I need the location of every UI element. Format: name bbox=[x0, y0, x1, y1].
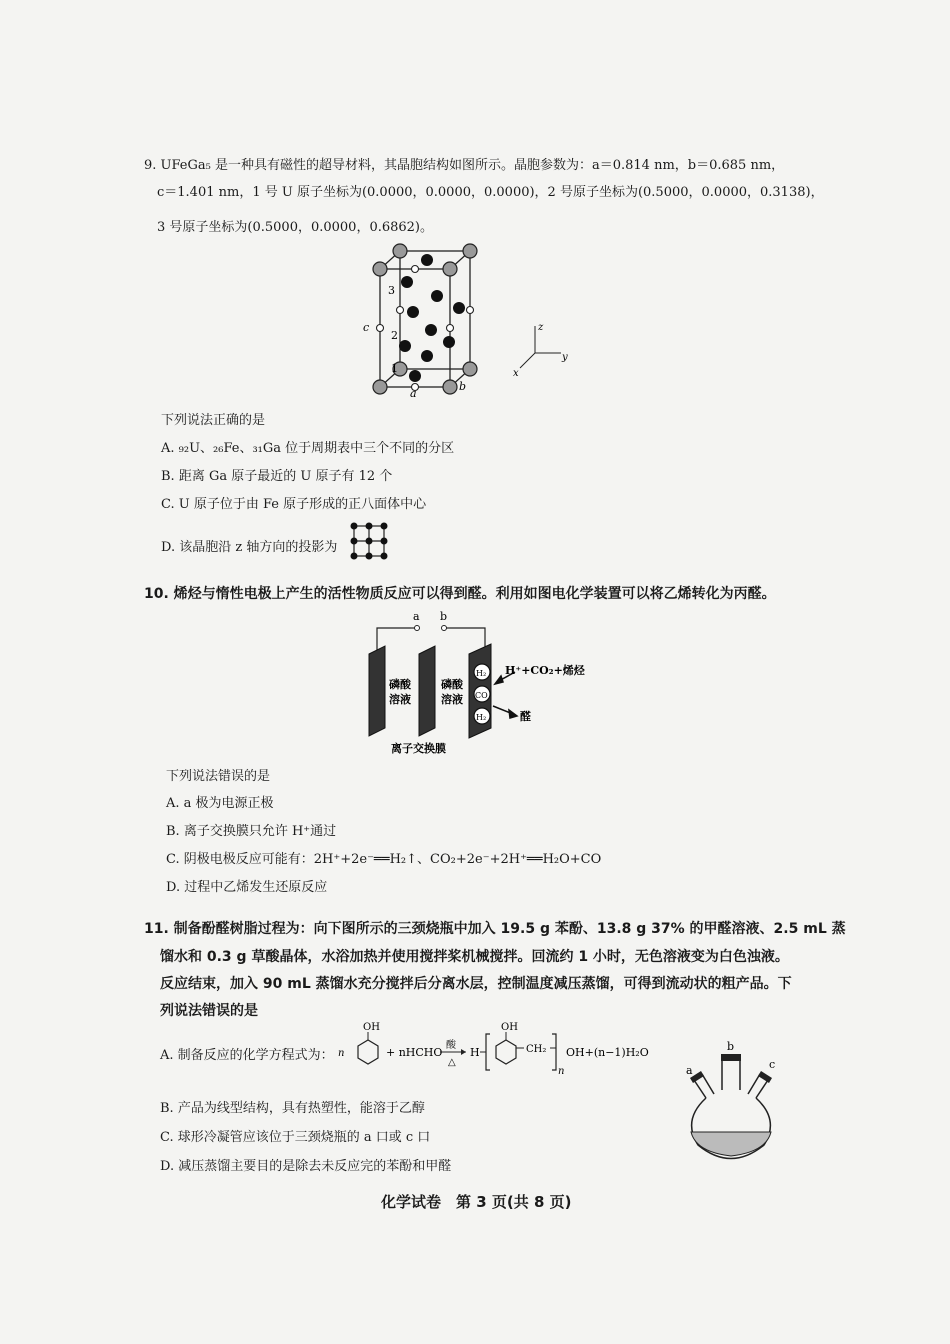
solution-1-line1: 磷酸 bbox=[389, 678, 411, 691]
q9-stem-line1: 9. UFeGa₅ 是一种具有磁性的超导材料，其晶胞结构如图所示。晶胞参数为：a＝0.814 nm，b＝0.685 nm， bbox=[144, 158, 785, 173]
output-aldehyde: 醛 bbox=[520, 710, 531, 723]
axis-x: x bbox=[513, 368, 519, 379]
eq-n2: n bbox=[558, 1066, 565, 1077]
q11-stem-line1: 11. 制备酚醛树脂过程为：向下图所示的三颈烧瓶中加入 19.5 g 苯酚、13.8 g 37% 的甲醛溶液、2.5 mL 蒸 bbox=[144, 921, 846, 937]
q9-option-d[interactable]: D. 该晶胞沿 z 轴方向的投影为 bbox=[161, 540, 338, 555]
flask-label-b: b bbox=[727, 1040, 735, 1053]
q9-option-c[interactable]: C. U 原子位于由 Fe 原子形成的正八面体中心 bbox=[161, 497, 427, 512]
atom-label-2: 2 bbox=[391, 329, 398, 342]
q11-stem-line3: 反应结束，加入 90 mL 蒸馏水充分搅拌后分离水层，控制温度减压蒸馏，可得到流动状的粗产品。下 bbox=[160, 976, 792, 992]
membrane-label: 离子交换膜 bbox=[391, 742, 446, 755]
eq-ch2: CH₂ bbox=[526, 1044, 547, 1055]
q10-option-a[interactable]: A. a 极为电源正极 bbox=[166, 796, 274, 811]
phenol-formaldehyde-equation bbox=[336, 1018, 656, 1082]
label-c: c bbox=[363, 321, 370, 334]
atom-label-1: 1 bbox=[391, 362, 398, 375]
q11-option-d[interactable]: D. 减压蒸馏主要目的是除去未反应完的苯酚和甲醛 bbox=[160, 1159, 452, 1174]
q9-stem-line3: 3 号原子坐标为(0.5000，0.0000，0.6862)。 bbox=[157, 220, 434, 235]
q9-option-a[interactable]: A. ₉₂U、₂₆Fe、₃₁Ga 位于周期表中三个不同的分区 bbox=[161, 441, 455, 456]
label-a: a bbox=[410, 387, 417, 400]
q11-option-c[interactable]: C. 球形冷凝管应该位于三颈烧瓶的 a 口或 c 口 bbox=[160, 1130, 431, 1145]
q9-option-b[interactable]: B. 距离 Ga 原子最近的 U 原子有 12 个 bbox=[161, 469, 393, 484]
three-neck-flask-figure bbox=[672, 1040, 790, 1168]
eq-oh2: OH bbox=[501, 1022, 518, 1033]
bubble-co: CO bbox=[475, 691, 488, 700]
axis-y: y bbox=[562, 352, 568, 363]
axis-z: z bbox=[538, 322, 544, 333]
input-species: H⁺+CO₂+烯烃 bbox=[505, 664, 585, 677]
atom-label-3: 3 bbox=[388, 284, 395, 297]
page-footer: 化学试卷 第 3 页(共 8 页) bbox=[381, 1193, 572, 1211]
eq-oh1: OH bbox=[363, 1022, 380, 1033]
bubble-h2-top: H₂ bbox=[476, 669, 487, 678]
eq-heat: △ bbox=[448, 1057, 456, 1068]
terminal-a: a bbox=[413, 610, 420, 623]
eq-reagent: + nHCHO bbox=[386, 1046, 443, 1059]
solution-1-line2: 溶液 bbox=[389, 693, 411, 706]
eq-tail: OH+(n−1)H₂O bbox=[566, 1046, 649, 1059]
bubble-h2-bottom: H₂ bbox=[476, 713, 487, 722]
q10-option-c[interactable]: C. 阴极电极反应可能有：2H⁺+2e⁻══H₂↑、CO₂+2e⁻+2H⁺══H₂O+CO bbox=[166, 852, 602, 867]
flask-label-a: a bbox=[686, 1064, 693, 1077]
eq-catalyst: 酸 bbox=[446, 1040, 456, 1051]
flask-label-c: c bbox=[769, 1058, 776, 1071]
q9-prompt: 下列说法正确的是 bbox=[161, 413, 266, 428]
crystal-cell-figure bbox=[355, 238, 590, 403]
q11-stem-line4: 列说法错误的是 bbox=[160, 1003, 258, 1019]
eq-n1: n bbox=[338, 1048, 345, 1059]
label-b: b bbox=[459, 380, 467, 393]
terminal-b: b bbox=[440, 610, 448, 623]
solution-2-line1: 磷酸 bbox=[441, 678, 463, 691]
solution-2-line2: 溶液 bbox=[441, 693, 463, 706]
eq-h: H bbox=[470, 1046, 480, 1059]
electrochem-cell-figure bbox=[355, 610, 585, 760]
q10-stem: 10. 烯烃与惰性电极上产生的活性物质反应可以得到醛。利用如图电化学装置可以将乙烯转化为丙醛。 bbox=[144, 586, 776, 602]
q11-option-b[interactable]: B. 产品为线型结构，具有热塑性，能溶于乙醇 bbox=[160, 1101, 425, 1116]
q11-option-a[interactable]: A. 制备反应的化学方程式为： bbox=[160, 1048, 334, 1063]
q11-stem-line2: 馏水和 0.3 g 草酸晶体，水浴加热并使用搅拌桨机械搅拌。回流约 1 小时，无色溶液变为白色浊液。 bbox=[160, 949, 789, 965]
z-projection-figure bbox=[348, 520, 390, 562]
q10-option-b[interactable]: B. 离子交换膜只允许 H⁺通过 bbox=[166, 824, 337, 839]
q9-stem-line2: c＝1.401 nm，1 号 U 原子坐标为(0.0000，0.0000，0.0000)，2 号原子坐标为(0.5000，0.0000，0.3138)， bbox=[157, 185, 824, 200]
q10-option-d[interactable]: D. 过程中乙烯发生还原反应 bbox=[166, 880, 328, 895]
q10-prompt: 下列说法错误的是 bbox=[166, 769, 271, 784]
